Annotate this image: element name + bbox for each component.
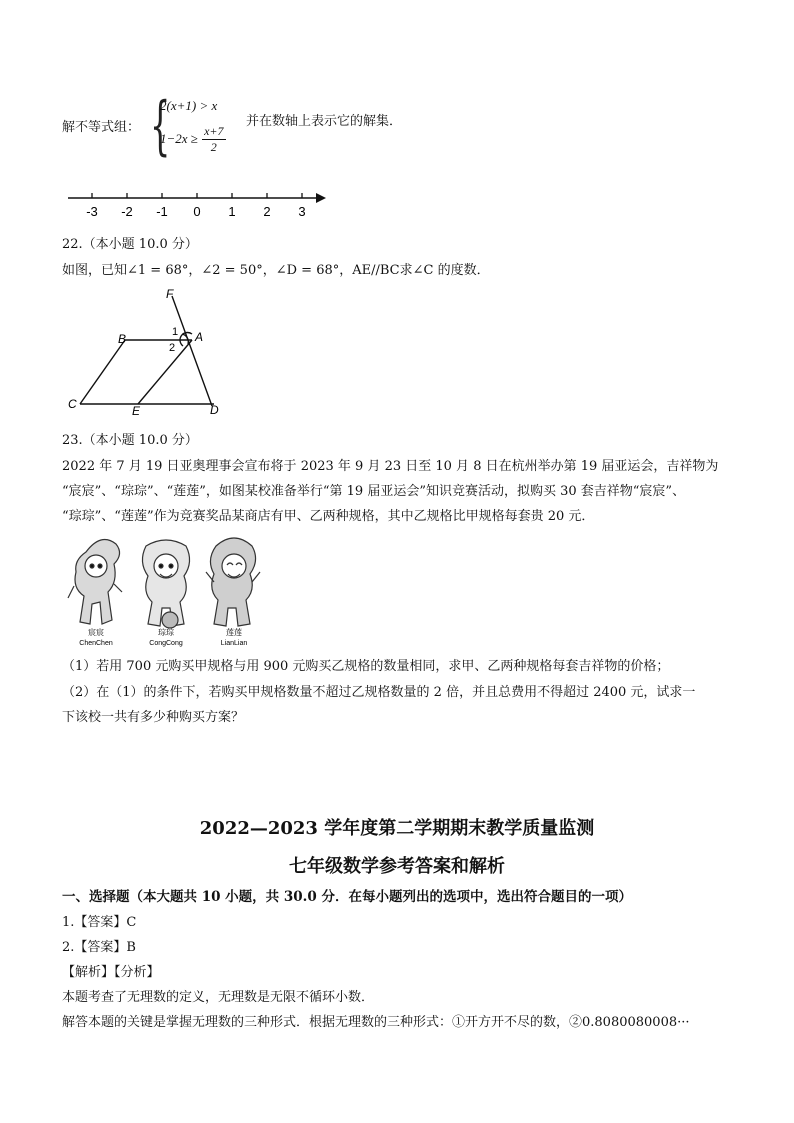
q21-suffix: 并在数轴上表示它的解集． <box>246 114 403 129</box>
answers-title-2: 七年级数学参考答案和解析 <box>289 856 505 877</box>
q21-prefix: 解不等式组： <box>62 120 141 135</box>
explanation-1: 本题考查了无理数的定义，无理数是无限不循环小数． <box>62 990 375 1005</box>
number-line <box>62 188 332 222</box>
label-b: B <box>118 332 127 346</box>
mascot-2-en: CongCong <box>149 640 183 647</box>
mascot-3-cn: 莲莲 <box>226 628 242 637</box>
arrow-icon <box>316 193 326 203</box>
answer-1: 1.【答案】C <box>62 915 137 930</box>
q22-heading: 22.（本小题 10.0 分） <box>62 237 198 252</box>
section-heading: 一、选择题（本大题共 10 小题，共 30.0 分．在每小题列出的选项中，选出符合题目的一项） <box>62 889 632 905</box>
left-brace-icon: { <box>150 89 171 163</box>
inequality-2-left: 1−2x ≥ <box>160 131 198 146</box>
explanation-2: 解答本题的关键是掌握无理数的三种形式．根据无理数的三种形式：①开方开不尽的数，②0.8080080008··· <box>62 1015 690 1030</box>
q23-line2: “宸宸”、“琮琮”、“莲莲”，如图某校准备举行“第 19 届亚运会”知识竞赛活动，拟购买 30 套吉祥物“宸宸”、 <box>62 484 686 499</box>
fraction-numerator: x+7 <box>204 124 224 138</box>
tick-label: -1 <box>156 204 168 219</box>
mascot-3-en: LianLian <box>220 640 248 647</box>
mascots-image <box>66 532 286 650</box>
q22-text: 如图，已知∠1 = 68°，∠2 = 50°，∠D = 68°，AE//BC求∠C 的度数． <box>62 263 490 278</box>
analysis-label: 【解析】【分析】 <box>62 965 160 980</box>
mascot-1-cn: 宸宸 <box>88 628 104 637</box>
answers-title-1: 2022—2023 学年度第二学期期末教学质量监测 <box>199 818 595 839</box>
label-f: F <box>166 287 174 301</box>
q23-part2b: 下该校一共有多少种购买方案？ <box>62 710 245 725</box>
label-c: C <box>68 397 77 411</box>
inequality-1: 2(x+1) > x <box>160 98 218 113</box>
q23-part1: （1）若用 700 元购买甲规格与用 900 元购买乙规格的数量相同，求甲、乙两种规格每套吉祥物的价格； <box>62 659 670 674</box>
tick-label: -3 <box>86 204 98 219</box>
mascot-lianlian-icon <box>206 538 260 626</box>
q23-line3: “琮琮”、“莲莲”作为竞赛奖品某商店有甲、乙两种规格，其中乙规格比甲规格每套贵 20 元． <box>62 509 595 524</box>
q23-part2a: （2）在（1）的条件下，若购买甲规格数量不超过乙规格数量的 2 倍，并且总费用不得超过 2400 元，试求一 <box>62 685 696 700</box>
tick-label: 2 <box>263 204 271 219</box>
label-angle-2: 2 <box>169 342 176 354</box>
fraction-denominator: 2 <box>210 140 217 154</box>
mascot-chenchen-icon <box>68 540 122 625</box>
label-d: D <box>210 403 219 417</box>
inequality-2 <box>160 124 226 155</box>
answer-2: 2.【答案】B <box>62 940 136 955</box>
mascot-congcong-icon <box>142 540 189 628</box>
mascot-2-cn: 琮琮 <box>158 628 174 637</box>
label-e: E <box>132 404 141 418</box>
tick-label: 3 <box>298 204 306 219</box>
q23-line1: 2022 年 7 月 19 日亚奥理事会宣布将于 2023 年 9 月 23 日至 10 月 8 日在杭州举办第 19 届亚运会，吉祥物为 <box>62 459 719 474</box>
mascot-1-en: ChenChen <box>79 640 113 647</box>
label-a: A <box>195 330 204 344</box>
inequality-system <box>150 89 403 164</box>
fraction <box>202 124 225 155</box>
tick-label: 0 <box>193 204 201 219</box>
tick-label: 1 <box>228 204 236 219</box>
tick-label: -2 <box>121 204 133 219</box>
geometry-figure <box>62 286 232 418</box>
q23-heading: 23.（本小题 10.0 分） <box>62 433 198 448</box>
label-angle-1: 1 <box>172 326 179 338</box>
